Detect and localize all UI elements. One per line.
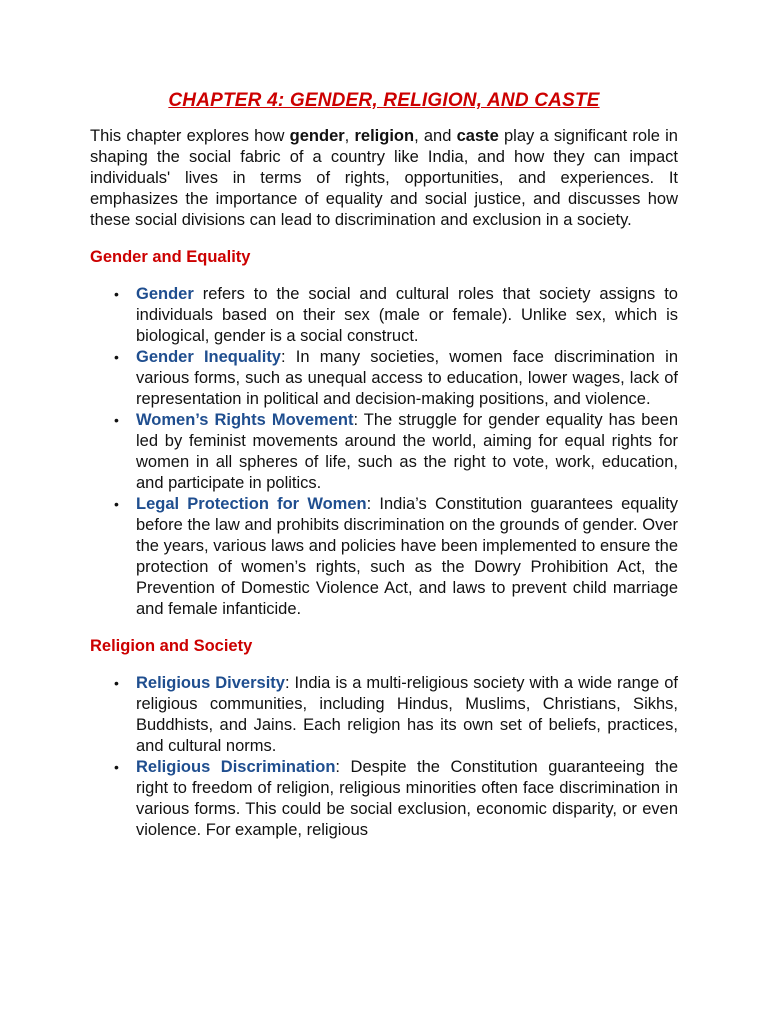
item-text: : The struggle for gender equality has been led by feminist movements around the world, aiming for equal rights for women in all spheres of life, such as the right to vote, work, education, and participate in politics. [136, 411, 678, 492]
list-item [114, 757, 679, 841]
keyword-religion: religion [354, 127, 415, 145]
list-item [114, 410, 678, 494]
bullet-icon: • [114, 412, 119, 428]
list-item [114, 673, 678, 757]
list-item [114, 494, 679, 620]
intro-text-end: play a significant role in shaping the social fabric of a country like India, and how they can impact individuals' lives in terms of rights, opportunities, and experiences. It emphasizes the importance of equality and social justice, and discusses how these social divisions can lead to discrimination and exclusion in a society. [90, 127, 678, 229]
term-gender-inequality: Gender Inequality [136, 348, 281, 366]
term-religious-discrimination: Religious Discrimination [136, 758, 336, 776]
list-item [114, 284, 678, 347]
intro-separator: , [344, 127, 355, 145]
bullet-icon: • [114, 675, 119, 691]
bullet-icon: • [114, 349, 119, 365]
intro-separator: , and [414, 127, 457, 145]
bullet-icon: • [114, 496, 119, 512]
document-page [90, 90, 678, 858]
list-item [114, 347, 678, 410]
gender-equality-list [90, 284, 678, 620]
term-womens-rights-movement: Women’s Rights Movement [136, 411, 354, 429]
bullet-icon: • [114, 759, 119, 775]
bullet-icon: • [114, 286, 119, 302]
term-religious-diversity: Religious Diversity [136, 674, 285, 692]
term-legal-protection-for-women: Legal Protection for Women [136, 495, 367, 513]
item-text: : India’s Constitution guarantees equality before the law and prohibits discrimination on the grounds of gender. Over the years, various laws and policies have been implemented to ensure the protection of women’s rights, such as the Dowry Prohibition Act, the Prevention of Domestic Violence Act, and laws to prevent child marriage and female infanticide. [136, 495, 679, 618]
term-gender: Gender [136, 285, 194, 303]
keyword-gender: gender [289, 127, 345, 145]
intro-paragraph [90, 126, 678, 231]
item-text: refers to the social and cultural roles that society assigns to individuals based on their sex (male or female). Unlike sex, which is biological, gender is a social construct. [136, 285, 678, 345]
item-text: : In many societies, women face discrimination in various forms, such as unequal access to education, lower wages, lack of representation in political and decision-making positions, and violence. [136, 348, 678, 408]
chapter-title: CHAPTER 4: GENDER, RELIGION, AND CASTE [168, 90, 600, 111]
item-text: : Despite the Constitution guaranteeing the right to freedom of religion, religious minorities often face discrimination in various forms. This could be social exclusion, economic disparity, or even violence. For example, religious [136, 758, 679, 839]
intro-text-start: This chapter explores how [90, 127, 290, 145]
item-text: : India is a multi-religious society with a wide range of religious communities, including Hindus, Muslims, Christians, Sikhs, Buddhists, and Jains. Each religion has its own set of beliefs, practices, and cultural norms. [136, 674, 678, 755]
section-heading-religion-society: Religion and Society [90, 637, 253, 655]
section-heading-gender-equality: Gender and Equality [90, 248, 251, 266]
religion-society-list [90, 673, 678, 841]
keyword-caste: caste [456, 127, 499, 145]
